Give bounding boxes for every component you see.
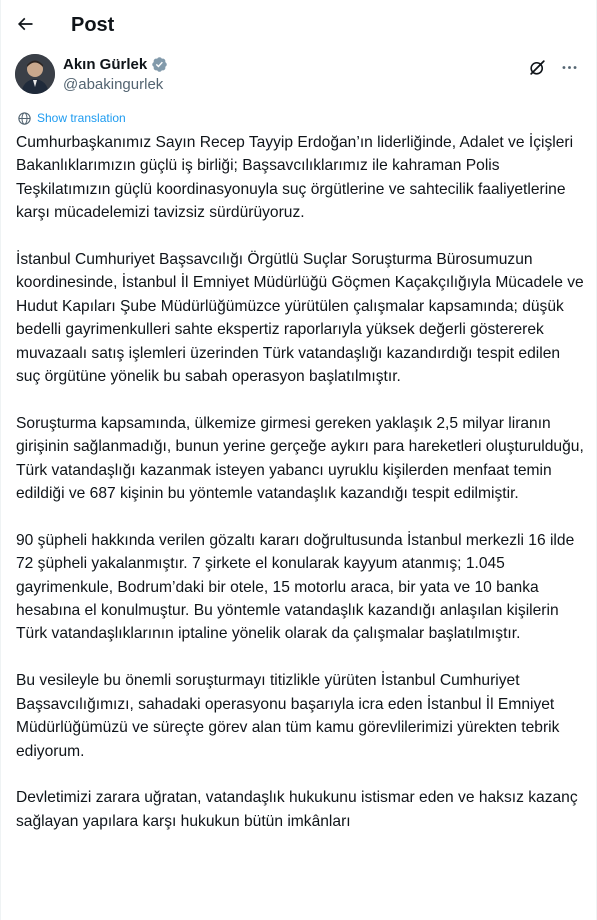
post-paragraph: Soruşturma kapsamında, ülkemize girmesi gereken yaklaşık 2,5 milyar liranın girişinin sağlanmadığı, bunun yerine gerçeğe aykırı para hareketleri oluşturulduğu, Türk vatandaşlığı kazanmak isteyen yabancı uyruklu kişilerden menfaat temin edildiği ve 687 kişinin bu yöntemle vatandaşlık kazandığı tespit edilmiştir. <box>16 414 584 503</box>
post-paragraph: İstanbul Cumhuriyet Başsavcılığı Örgütlü Suçlar Soruşturma Bürosumuzun koordinesinde, İstanbul İl Emniyet Müdürlüğü Göçmen Kaçakçılığıyla Mücadele ve Hudut Kapıları Şube Müdürlüğümüzce yürütülen çalışmalar kapsamında; düşük bedelli gayrimenkulleri sahte ekspertiz raporlarıyla yüksek değerli göstererek muvazaalı satış işlemleri üzerinden Türk vatandaşlığı kazandırdığı tespit edilen suç örgütüne yönelik bu sabah operasyon başlatılmıştır. <box>16 251 584 386</box>
author-name-row <box>63 55 168 74</box>
post-paragraph: Devletimizi zarara uğratan, vatandaşlık hukukunu istismar eden ve haksız kazanç sağlayan yapılara karşı hukukun bütün imkânları <box>16 789 578 830</box>
avatar[interactable] <box>15 54 55 94</box>
more-button[interactable] <box>558 56 580 78</box>
show-translation-label[interactable]: Show translation <box>37 111 126 125</box>
arrow-left-icon <box>15 14 35 34</box>
translate-icon <box>17 111 32 126</box>
grok-icon <box>528 58 547 77</box>
post-paragraph: 90 şüpheli hakkında verilen gözaltı kararı doğrultusunda İstanbul merkezli 16 ilde 72 şüpheli yakalanmıştır. 7 şirkete el konularak kayyum atanmış; 1.045 gayrimenkule, Bodrum’daki bir otele, 15 motorlu araca, bir yata ve 10 banka hesabına el konulmuştur. Bu yöntemle vatandaşlık kazandığı anlaşılan kişilerin Türk vatandaşlıklarının iptaline yönelik olarak da çalışmalar başlatılmıştır. <box>16 531 575 643</box>
author-name[interactable]: Akın Gürlek <box>63 56 148 73</box>
post-paragraph: Cumhurbaşkanımız Sayın Recep Tayyip Erdoğan’ın liderliğinde, Adalet ve İçişleri Bakanlıklarımızın güçlü iş birliği; Başsavcılıklarımız ile kahraman Polis Teşkilatımızın güçlü koordinasyonuyla suç örgütlerine ve sahtecilik faaliyetlerine karşı mücadelemizi tavizsiz sürdürüyoruz. <box>16 134 574 222</box>
show-translation-link[interactable] <box>17 110 126 126</box>
verified-badge-icon <box>151 56 168 73</box>
page-title: Post <box>71 14 115 36</box>
more-icon <box>560 58 579 77</box>
back-button[interactable] <box>7 6 43 42</box>
post-text <box>16 131 586 857</box>
post-paragraph: Bu vesileyle bu önemli soruşturmayı titizlikle yürüten İstanbul Cumhuriyet Başsavcılığımızı, sahadaki operasyonu başarıyla icra eden İstanbul İl Emniyet Müdürlüğümüzü ve süreçte görev alan tüm kamu görevlilerimizi yürekten tebrik ediyorum. <box>16 672 560 760</box>
post-header <box>1 0 597 52</box>
post-author <box>15 54 582 96</box>
grok-button[interactable] <box>526 56 548 78</box>
author-handle[interactable]: @abakingurlek <box>63 76 164 93</box>
